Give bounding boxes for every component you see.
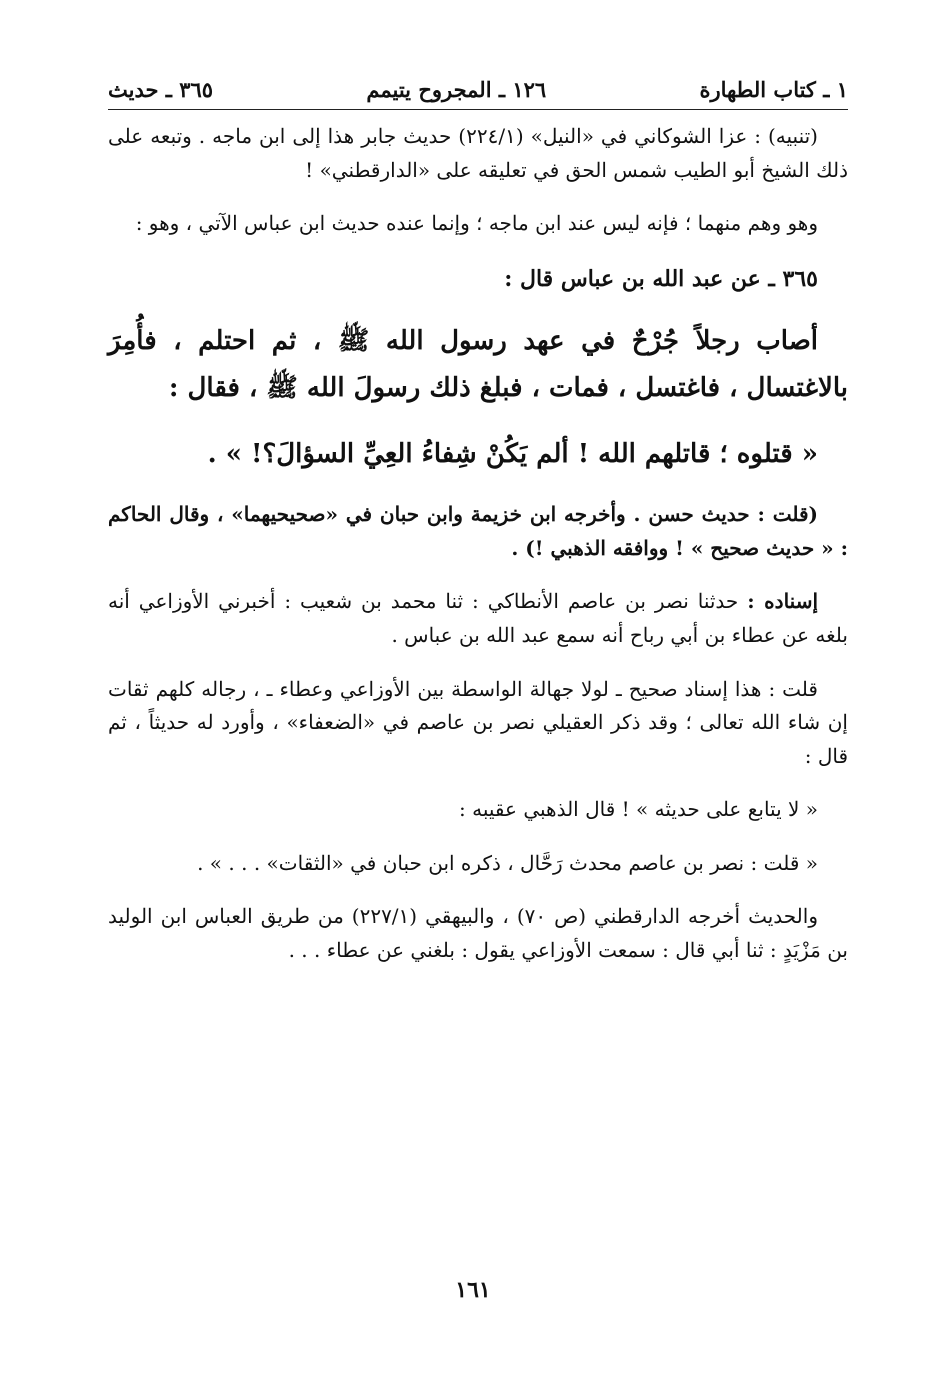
note-paragraph: (تنبيه) : عزا الشوكاني في «النيل» (٢٢٤/١) حديث جابر هذا إلى ابن ماجه . وتبعه على ذلك الشيخ أبو الطيب شمس الحق في تعليقه على «الدارقطني» ! xyxy=(108,124,848,182)
isnad-label: إسناده : xyxy=(747,589,819,614)
page-number: ١٦١ xyxy=(455,1277,491,1303)
running-header xyxy=(108,74,848,104)
header-book-title: ١ ـ كتاب الطهارة xyxy=(699,76,848,102)
dhahabi-quote: « قلت : نصر بن عاصم محدث رَحَّال ، ذكره ابن حبان في «الثقات» . . . » . xyxy=(197,850,818,875)
grading-paragraph: (قلت : حديث حسن . وأخرجه ابن خزيمة وابن حبان في «صحيحيهما» ، وقال الحاكم : « حديث صحيح » ! ووافقه الذهبي !) . xyxy=(108,502,848,560)
commentary-paragraph: قلت : هذا إسناد صحيح ـ لولا جهالة الواسطة بين الأوزاعي وعطاء ـ ، رجاله كلهم ثقات إن شاء الله تعالى ؛ وقد ذكر العقيلي نصر بن عاصم في «الضعفاء» ، وأورد له حديثاً ، ثم قال : xyxy=(108,676,848,768)
page-body xyxy=(108,120,848,988)
note-continuation-paragraph: وهو وهم منهما ؛ فإنه ليس عند ابن ماجه ؛ وإنما عنده حديث ابن عباس الآتي ، وهو : xyxy=(135,211,818,236)
hadith-heading: ٣٦٥ ـ عن عبد الله بن عباس قال : xyxy=(504,265,818,292)
isnad-text: حدثنا نصر بن عاصم الأنطاكي : ثنا محمد بن شعيب : أخبرني الأوزاعي أنه بلغه عن عطاء بن أبي رباح أنه سمع عبد الله بن عباس . xyxy=(108,589,848,647)
isnad-paragraph xyxy=(108,585,848,652)
hadith-quote: « قتلوه ؛ قاتلهم الله ! ألم يَكُنْ شِفاءُ العِيِّ السؤالَ؟! » . xyxy=(207,439,818,470)
aqili-quote: « لا يتابع على حديثه » ! قال الذهبي عقيبه : xyxy=(459,797,818,822)
hadith-text: أصاب رجلاً جُرْحٌ في عهد رسول الله ﷺ ، ثم احتلم ، فأُمِرَ بالاغتسال ، فاغتسل ، فمات ، فبلغ ذلك رسولَ الله ﷺ ، فقال : xyxy=(108,325,848,403)
header-rule xyxy=(108,109,848,110)
header-chapter-title: ١٢٦ ـ المجروح يتيمم xyxy=(366,76,547,102)
header-hadith-number: ٣٦٥ ـ حديث xyxy=(108,76,214,102)
takhrij-paragraph: والحديث أخرجه الدارقطني (ص ٧٠) ، والبيهقي (٢٢٧/١) من طريق العباس ابن الوليد بن مَزْيَدٍ : ثنا أبي قال : سمعت الأوزاعي يقول : بلغني عن عطاء . . . xyxy=(108,904,848,963)
